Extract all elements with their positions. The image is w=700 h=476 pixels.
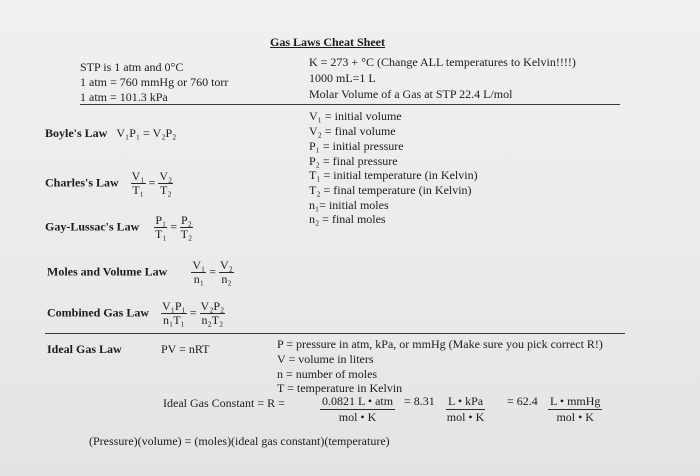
- charles-frac-1: $\frac{\text{V₁}}{\text{T₁}}$: [131, 169, 145, 197]
- ml-conversion: 1000 mL=1 L: [309, 71, 376, 85]
- boyles-law: [45, 126, 176, 141]
- ideal-gas-law-formula: PV = nRT: [161, 342, 210, 356]
- var-n1: n₁= initial moles: [309, 198, 389, 212]
- charles-law: Charles's Law $\frac{\text{V₁}}{\text{T₁}}$ = $\frac{\text{V₂}}{\text{T₂}}$: [45, 169, 173, 197]
- var-t2: T₂ = final temperature (in Kelvin): [309, 183, 472, 197]
- combined-gas-law-name: Combined Gas Law: [47, 305, 150, 320]
- var-p1: P₁ = initial pressure: [309, 139, 404, 153]
- var-t1: T₁ = initial temperature (in Kelvin): [309, 168, 478, 182]
- charles-frac-2: $\frac{\text{V₂}}{\text{T₂}}$: [159, 169, 173, 197]
- ideal-constant-value-1: 0.0821 L • atm mol • K: [322, 394, 394, 424]
- ideal-note-t: T = temperature in Kelvin: [277, 381, 403, 395]
- stp-line-3: 1 atm = 101.3 kPa: [80, 90, 168, 104]
- var-v1: V₁ = initial volume: [309, 109, 402, 123]
- page-title: Gas Laws Cheat Sheet: [270, 35, 386, 49]
- combined-frac-2: $\frac{\text{V₂P₂}}{\text{n₂T₂}}$: [200, 299, 225, 327]
- ideal-constant-value-2: L • kPa mol • K: [446, 394, 485, 424]
- kelvin-conversion: K = 273 + °C (Change ALL temperatures to Kelvin!!!!): [309, 55, 576, 69]
- boyles-law-name: Boyle's Law: [45, 126, 108, 140]
- ideal-note-p: P = pressure in atm, kPa, or mmHg (Make sure you pick correct R!): [277, 337, 603, 351]
- stp-line-1: STP is 1 atm and 0°C: [80, 60, 184, 74]
- var-n2: n₂ = final moles: [309, 212, 386, 226]
- gay-frac-2: $\frac{\text{P₂}}{\text{T₂}}$: [180, 213, 193, 241]
- gay-frac-1: $\frac{\text{P₁}}{\text{T₁}}$: [155, 213, 167, 241]
- ideal-constant-eq2: = 8.31: [404, 394, 435, 408]
- ideal-note-n: n = number of moles: [277, 367, 378, 381]
- divider-top: [80, 104, 620, 105]
- ideal-constant-label: Ideal Gas Constant = R =: [163, 396, 285, 410]
- stp-line-2: 1 atm = 760 mmHg or 760 torr: [80, 75, 229, 89]
- moles-volume-law-name: Moles and Volume Law: [47, 264, 168, 279]
- var-v2: V₂ = final volume: [309, 124, 396, 138]
- ideal-constant-value-3: L • mmHg mol • K: [550, 394, 601, 424]
- boyles-law-formula: V₁P₁ = V₂P₂: [116, 126, 177, 140]
- charles-law-name: Charles's Law: [45, 175, 119, 190]
- combined-frac-1: $\frac{\text{V₁P₁}}{\text{n₁T₁}}$: [162, 299, 186, 327]
- ideal-note-v: V = volume in liters: [277, 352, 374, 366]
- divider-bottom: [45, 333, 625, 334]
- ideal-gas-law-name: Ideal Gas Law: [47, 342, 122, 356]
- moles-frac-1: $\frac{\text{V₁}}{\text{n₁}}$: [192, 258, 206, 286]
- moles-frac-2: $\frac{\text{V₂}}{\text{n₂}}$: [220, 258, 233, 286]
- molar-volume: Molar Volume of a Gas at STP 22.4 L/mol: [309, 87, 513, 101]
- moles-volume-law: Moles and Volume Law $\frac{\text{V₁}}{\text{n₁}}$ = $\frac{\text{V₂}}{\text{n₂}}$: [47, 258, 233, 286]
- gay-lussac-law-name: Gay-Lussac's Law: [45, 219, 140, 234]
- ideal-constant-eq3: = 62.4: [507, 394, 538, 408]
- combined-gas-law: Combined Gas Law $\frac{\text{V₁P₁}}{\text{n₁T₁}}$ = $\frac{\text{V₂P₂}}{\text{n₂T₂}}$: [47, 299, 225, 327]
- var-p2: P₂ = final pressure: [309, 154, 398, 168]
- gay-lussac-law: Gay-Lussac's Law $\frac{\text{P₁}}{\text{T₁}}$ = $\frac{\text{P₂}}{\text{T₂}}$: [45, 213, 193, 241]
- ideal-gas-law-words: (Pressure)(volume) = (moles)(ideal gas constant)(temperature): [89, 434, 390, 448]
